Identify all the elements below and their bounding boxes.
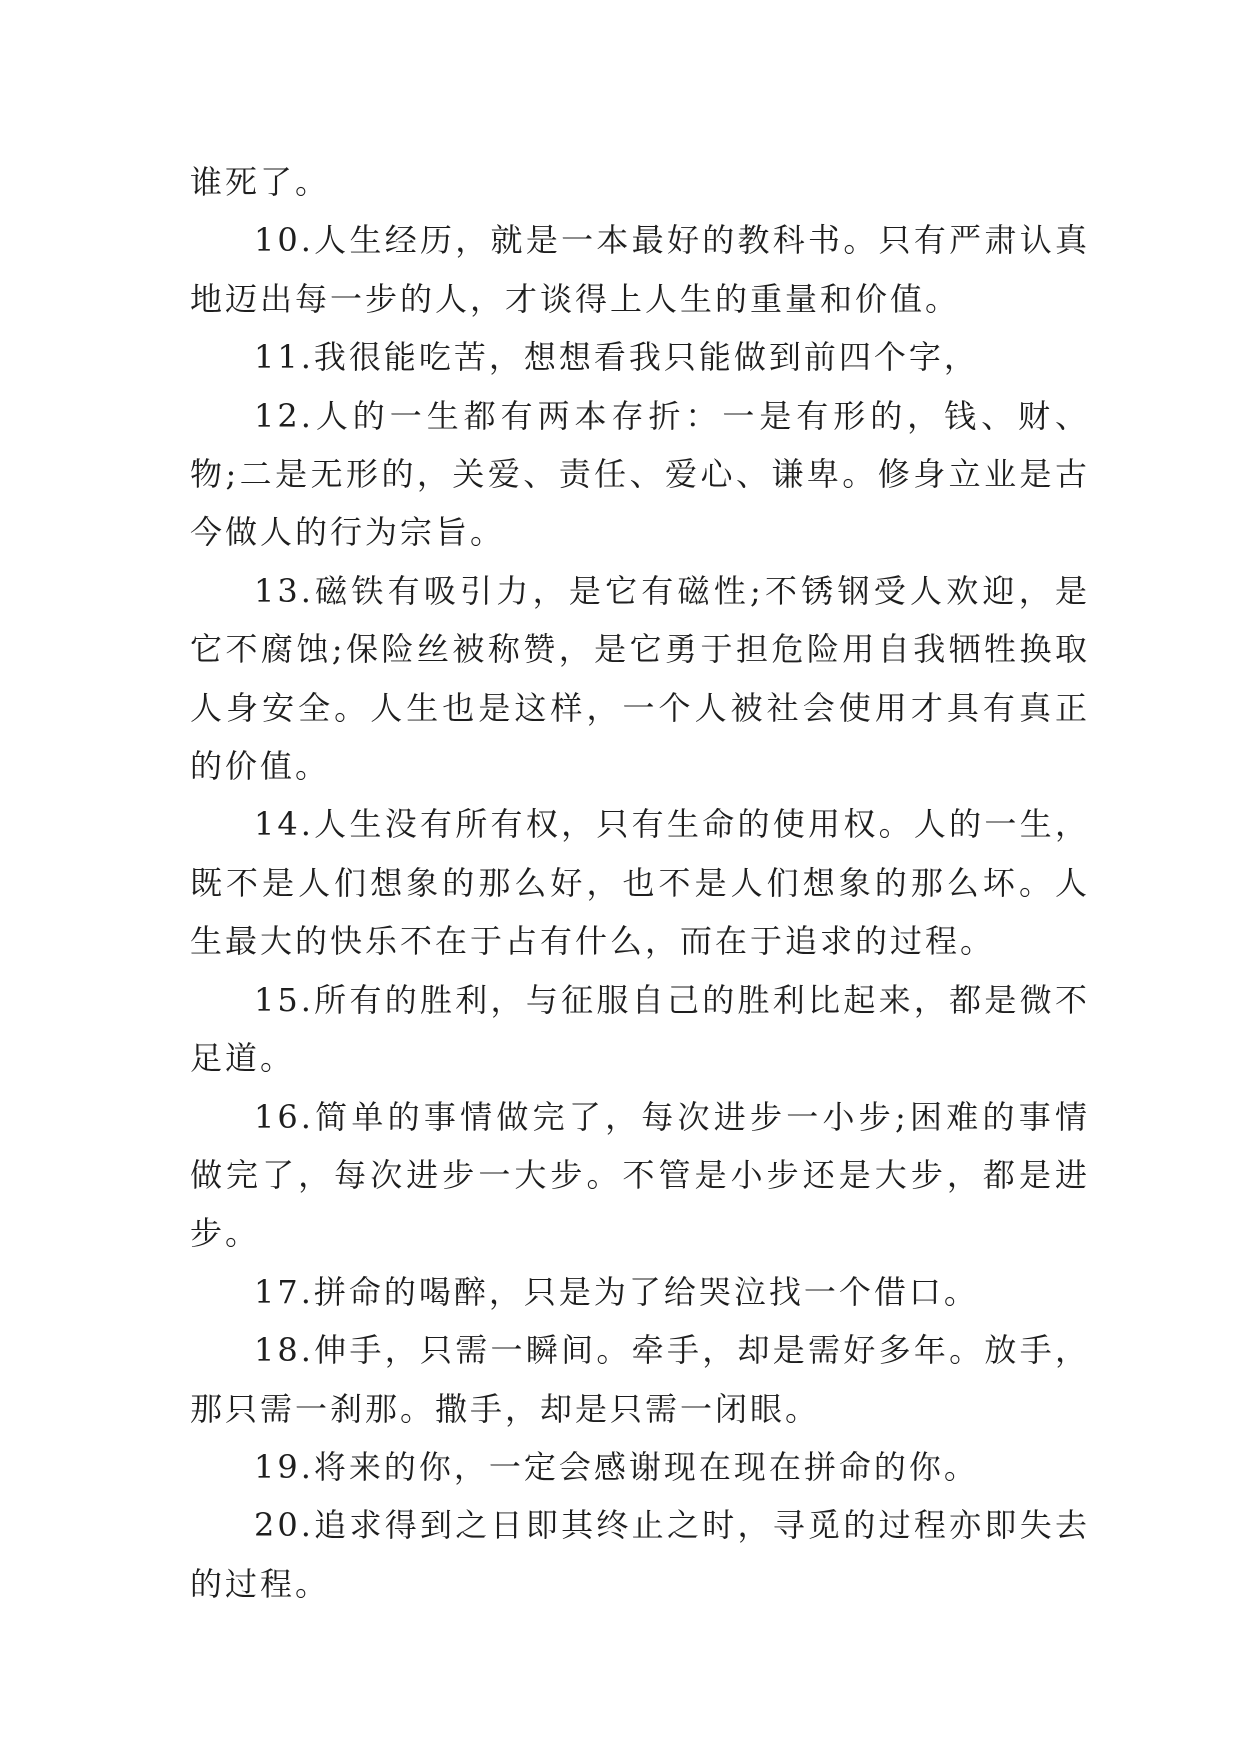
paragraph-item-11: 11.我很能吃苦，想想看我只能做到前四个字， <box>254 338 979 377</box>
paragraph-item-10: 10.人生经历，就是一本最好的教科书。只有严肃认真地迈出每一步的人，才谈得上人生的重量和价值。 <box>190 221 1090 318</box>
paragraph-item-12: 12.人的一生都有两本存折：一是有形的，钱、财、物;二是无形的，关爱、责任、爱心、谦卑。修身立业是古今做人的行为宗旨。 <box>190 396 1090 552</box>
paragraph-item-17: 17.拼命的喝醉，只是为了给哭泣找一个借口。 <box>254 1272 979 1311</box>
paragraph-continuation: 谁死了。 <box>190 163 331 201</box>
paragraph-item-14: 14.人生没有所有权，只有生命的使用权。人的一生，既不是人们想象的那么好，也不是人们想象的那么坏。人生最大的快乐不在于占有什么，而在于追求的过程。 <box>190 805 1090 961</box>
paragraph-item-19: 19.将来的你，一定会感谢现在现在拼命的你。 <box>254 1447 979 1486</box>
paragraph-item-13: 13.磁铁有吸引力，是它有磁性;不锈钢受人欢迎，是它不腐蚀;保险丝被称赞，是它勇于担危险用自我牺牲换取人身安全。人生也是这样，一个人被社会使用才具有真正的价值。 <box>190 571 1090 786</box>
paragraph-item-18: 18.伸手，只需一瞬间。牵手，却是需好多年。放手，那只需一刹那。撒手，却是只需一闭眼。 <box>190 1331 1090 1428</box>
paragraph-item-16: 16.简单的事情做完了，每次进步一小步;困难的事情做完了，每次进步一大步。不管是小步还是大步，都是进步。 <box>190 1097 1090 1253</box>
paragraph-item-20: 20.追求得到之日即其终止之时，寻觅的过程亦即失去的过程。 <box>190 1506 1090 1603</box>
document-body <box>190 153 1090 1613</box>
paragraph-item-15: 15.所有的胜利，与征服自己的胜利比起来，都是微不足道。 <box>190 980 1090 1078</box>
